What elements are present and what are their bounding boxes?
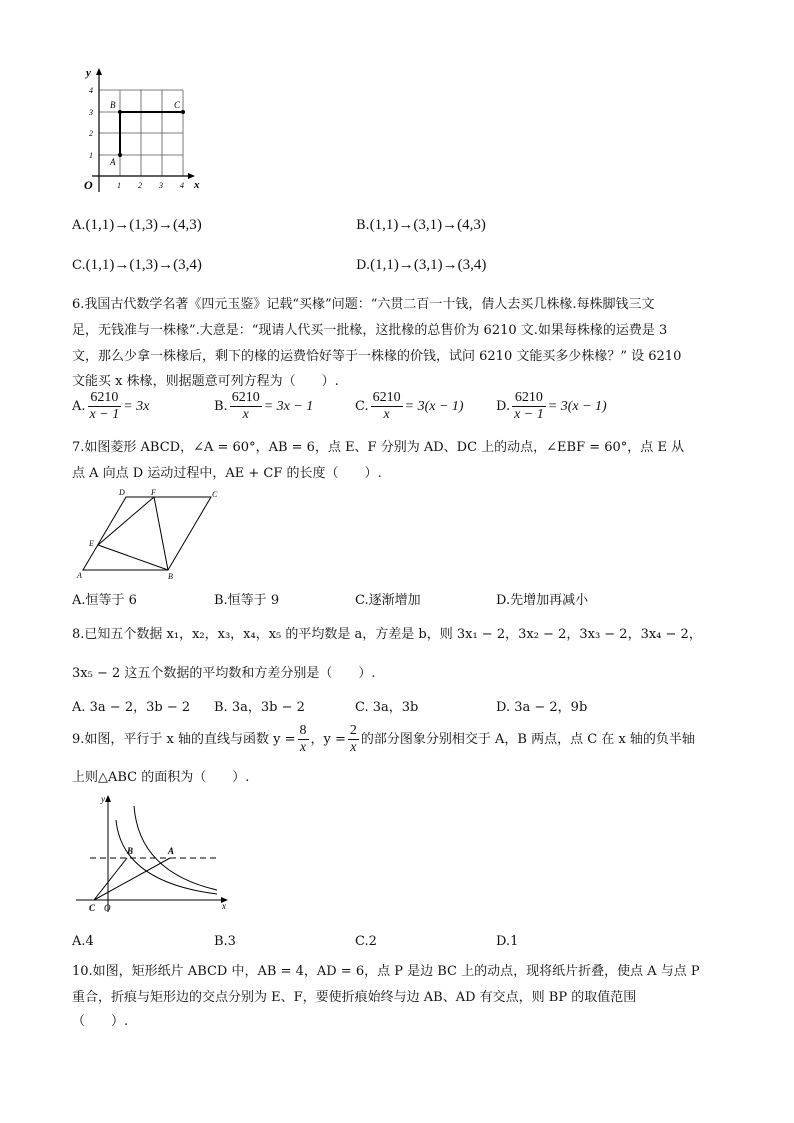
q6-option-b[interactable]: B. $\frac{6210}{x}$ = 3x − 1	[214, 390, 314, 422]
y-axis-label: y	[86, 67, 91, 79]
hyperbola-figure	[72, 792, 232, 916]
q9-option-a[interactable]: A.4	[72, 934, 94, 949]
rhombus-figure	[76, 486, 226, 582]
fraction: $\frac{8}{x}$	[299, 723, 307, 755]
y-tick-label: 3	[89, 108, 93, 117]
q7-option-c[interactable]: C.逐渐增加	[355, 593, 421, 608]
y-tick-label: 4	[89, 86, 93, 95]
q8-option-d[interactable]: D. 3a − 2，9b	[496, 700, 588, 715]
q10-text-line-1: 10.如图，矩形纸片 ABCD 中，AB = 4，AD = 6，点 P 是边 BC 上的动点，现将纸片折叠，使点 A 与点 P	[72, 964, 700, 979]
q8-option-c[interactable]: C. 3a，3b	[355, 700, 419, 715]
point-label-c: C	[174, 100, 181, 110]
q5-option-c[interactable]: C.(1,1)→(1,3)→(3,4)	[72, 257, 202, 273]
q7-text-line-2: 点 A 向点 D 运动过程中，AE + CF 的长度（ ）.	[72, 466, 382, 481]
q5-option-a[interactable]: A.(1,1)→(1,3)→(4,3)	[72, 217, 202, 233]
q7-option-a[interactable]: A.恒等于 6	[72, 593, 137, 608]
fraction: $\frac{6210}{x - 1}$	[89, 390, 120, 422]
origin-label: O	[84, 178, 93, 192]
fraction: $\frac{2}{x}$	[349, 723, 357, 755]
coordinate-grid-figure	[78, 66, 208, 196]
q9-option-b[interactable]: B.3	[214, 934, 236, 949]
q5-option-b[interactable]: B.(1,1)→(3,1)→(4,3)	[356, 217, 486, 233]
q5-option-a-expr: (1,1)→(1,3)→(4,3)	[85, 217, 202, 233]
q10-text-line-2: 重合，折痕与矩形边的交点分别为 E、F，要使折痕始终与边 AB、AD 有交点，则 BP 的取值范围	[72, 990, 637, 1005]
q9-text-line-2: 上则△ABC 的面积为（ ）.	[72, 770, 250, 785]
point-label-b: B	[127, 846, 134, 856]
origin-label: O	[104, 903, 111, 913]
x-tick-label: 2	[138, 181, 142, 190]
q6-option-d[interactable]: D. $\frac{6210}{x - 1}$ = 3(x − 1)	[496, 390, 607, 422]
point-label-c: C	[89, 903, 96, 913]
x-tick-label: 4	[180, 181, 184, 190]
q9-text-line-1: 9.如图，平行于 x 轴的直线与函数 y = $\frac{8}{x}$ ，y = $\frac{2}{x}$ 的部分图象分别相交于 A，B 两点，点 C 在 x 轴的负半轴	[72, 723, 695, 755]
vertex-label-c: C	[212, 490, 218, 499]
x-axis-label: x	[222, 901, 226, 911]
q8-text-line-1: 8.已知五个数据 x₁，x₂，x₃，x₄，x₅ 的平均数是 a，方差是 b，则 3x₁ − 2，3x₂ − 2，3x₃ − 2，3x₄ − 2，	[72, 627, 702, 642]
vertex-label-e: E	[89, 539, 94, 548]
q7-text-line-1: 7.如图菱形 ABCD，∠A = 60°，AB = 6，点 E、F 分别为 AD、DC 上的动点，∠EBF = 60°，点 E 从	[72, 440, 685, 455]
point-label-a: A	[110, 157, 116, 167]
vertex-label-b: B	[168, 572, 173, 581]
fraction: $\frac{6210}{x}$	[372, 390, 401, 422]
q8-text-line-2: 3x₅ − 2 这五个数据的平均数和方差分别是（ ）.	[72, 666, 376, 681]
q8-option-b[interactable]: B. 3a，3b − 2	[214, 700, 305, 715]
x-tick-label: 3	[159, 181, 163, 190]
vertex-label-d: D	[119, 488, 125, 497]
q7-option-b[interactable]: B.恒等于 9	[214, 593, 280, 608]
y-tick-label: 1	[89, 151, 93, 160]
q6-text-line-1: 6.我国古代数学名著《四元玉鉴》记载“买椽”问题：“六贯二百一十钱，倩人去买几株椽.每株脚钱三文	[72, 297, 655, 312]
x-tick-label: 1	[117, 181, 121, 190]
q6-option-a[interactable]: A. $\frac{6210}{x - 1}$ = 3x	[72, 390, 150, 422]
q6-option-c[interactable]: C. $\frac{6210}{x}$ = 3(x − 1)	[355, 390, 464, 422]
fraction: $\frac{6210}{x}$	[231, 390, 260, 422]
q10-text-line-3: （ ）.	[72, 1014, 129, 1029]
q5-option-d[interactable]: D.(1,1)→(3,1)→(3,4)	[356, 257, 487, 273]
q9-option-c[interactable]: C.2	[355, 934, 377, 949]
q5-option-c-expr: (1,1)→(1,3)→(3,4)	[85, 257, 202, 273]
q5-option-b-expr: (1,1)→(3,1)→(4,3)	[369, 217, 486, 233]
x-axis-label: x	[194, 179, 200, 191]
q6-text-line-4: 文能买 x 株椽，则据题意可列方程为（ ）.	[72, 374, 339, 389]
q9-option-d[interactable]: D.1	[496, 934, 519, 949]
q7-option-d[interactable]: D.先增加再减小	[496, 593, 589, 608]
point-label-a: A	[168, 846, 175, 856]
vertex-label-a: A	[77, 571, 82, 580]
q8-option-a[interactable]: A. 3a − 2，3b − 2	[72, 700, 191, 715]
point-label-b: B	[110, 100, 116, 110]
q5-option-d-expr: (1,1)→(3,1)→(3,4)	[370, 257, 487, 273]
y-axis-label: y	[101, 794, 105, 804]
vertex-label-f: F	[151, 488, 156, 497]
q6-text-line-2: 足，无钱准与一株椽”.大意是：“现请人代买一批椽，这批椽的总售价为 6210 文.如果每株椽的运费是 3	[72, 323, 668, 338]
q6-text-line-3: 文，那么少拿一株椽后，剩下的椽的运费恰好等于一株椽的价钱，试问 6210 文能买多少株椽？” 设 6210	[72, 349, 682, 364]
y-tick-label: 2	[89, 129, 93, 138]
fraction: $\frac{6210}{x - 1}$	[514, 390, 544, 422]
